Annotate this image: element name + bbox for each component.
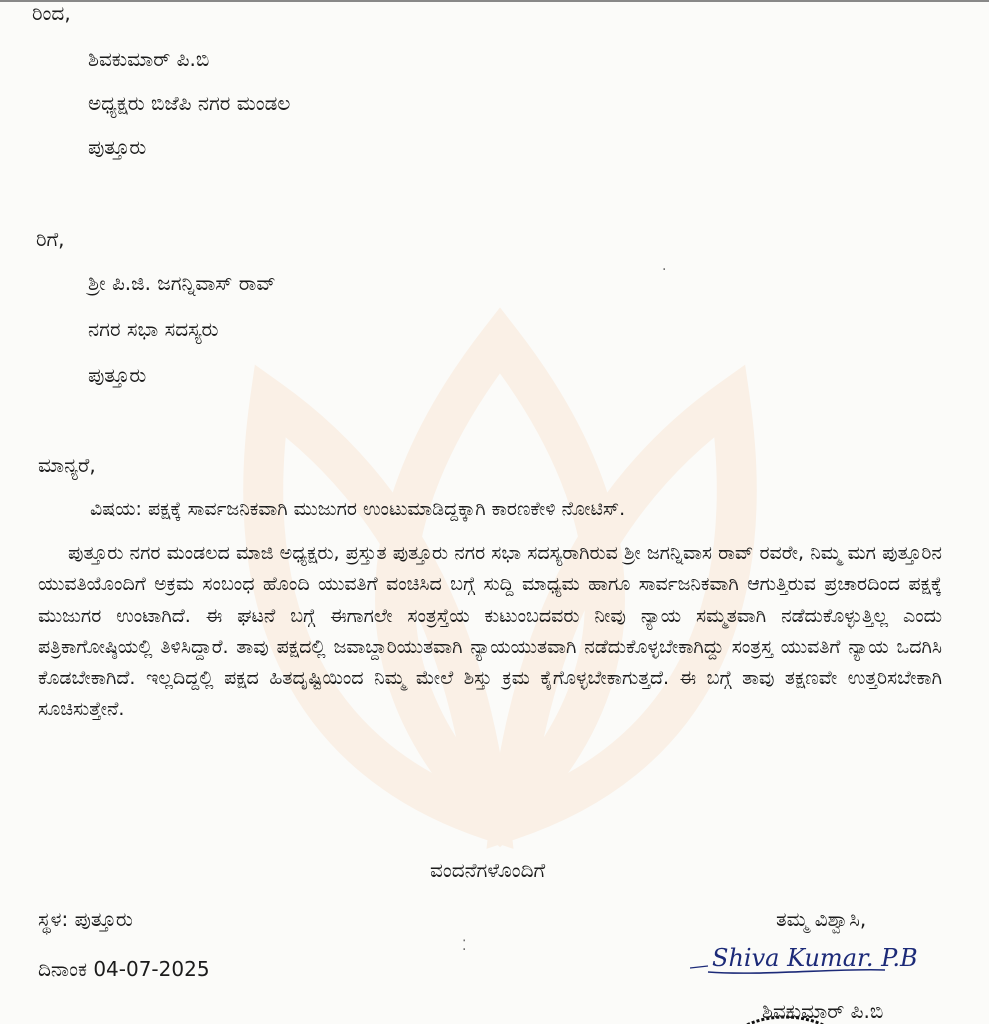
from-salutation: ರಿಂದ,	[32, 1, 71, 25]
speck-mark: ⁚	[462, 938, 467, 954]
to-name: ಶ್ರೀ ಪಿ.ಜಿ. ಜಗನ್ನಿವಾಸ್ ರಾವ್	[88, 271, 276, 295]
from-place: ಪುತ್ತೂರು	[88, 135, 147, 159]
yours-faithfully: ತಮ್ಮ ವಿಶ್ವಾಸಿ,	[776, 907, 867, 931]
place-label: ಸ್ಥಳ: ಪುತ್ತೂರು	[38, 907, 133, 931]
subject-line: ವಿಷಯ: ಪಕ್ಷಕ್ಕೆ ಸಾರ್ವಜನಿಕವಾಗಿ ಮುಜುಗರ ಉಂಟುಮಾಡಿದ್ದಕ್ಕಾಗಿ ಕಾರಣಕೇಳಿ ನೋಟಿಸ್.	[90, 498, 626, 520]
speck-mark: ·	[662, 262, 667, 278]
to-salutation: ರಿಗೆ,	[36, 227, 65, 251]
signature-text: Shiva Kumar. P.B	[712, 944, 918, 972]
handwritten-signature	[690, 932, 940, 982]
from-name: ಶಿವಕುಮಾರ್ ಪಿ.ಬಿ	[88, 47, 210, 71]
closing: ವಂದನೆಗಳೊಂದಿಗೆ	[430, 858, 546, 882]
body-paragraph: ಪುತ್ತೂರು ನಗರ ಮಂಡಲದ ಮಾಜಿ ಅಧ್ಯಕ್ಷರು, ಪ್ರಸ್ತುತ ಪುತ್ತೂರು ನಗರ ಸಭಾ ಸದಸ್ಯರಾಗಿರುವ ಶ್ರೀ ಜಗನ್ನಿವಾಸ ರಾವ್ ರವರೇ, ನಿಮ್ಮ ಮಗ ಪುತ್ತೂರಿನ ಯುವತಿಯೊಂದಿಗೆ ಅಕ್ರಮ ಸಂಬಂಧ ಹೊಂದಿ ಯುವತಿಗೆ ವಂಚಿಸಿದ ಬಗ್ಗೆ ಸುದ್ದಿ ಮಾಧ್ಯಮ ಹಾಗೂ ಸಾರ್ವಜನಿಕವಾಗಿ ಆಗುತ್ತಿರುವ ಪ್ರಚಾರದಿಂದ ಪಕ್ಷಕ್ಕೆ ಮುಜುಗರ ಉಂಟಾಗಿದೆ. ಈ ಘಟನೆ ಬಗ್ಗೆ ಈಗಾಗಲೇ ಸಂತ್ರಸ್ತೆಯ ಕುಟುಂಬದವರು ನೀವು ನ್ಯಾಯ ಸಮ್ಮತವಾಗಿ ನಡೆದುಕೊಳ್ಳುತ್ತಿಲ್ಲ ಎಂದು ಪತ್ರಿಕಾಗೋಷ್ಠಿಯಲ್ಲಿ ತಿಳಿಸಿದ್ದಾರೆ. ತಾವು ಪಕ್ಷದಲ್ಲಿ ಜವಾಬ್ದಾರಿಯುತವಾಗಿ ನ್ಯಾಯಯುತವಾಗಿ ನಡೆದುಕೊಳ್ಳಬೇಕಾಗಿದ್ದು ಸಂತ್ರಸ್ತ ಯುವತಿಗೆ ನ್ಯಾಯ ಒದಗಿಸಿ ಕೊಡಬೇಕಾಗಿದೆ. ಇಲ್ಲದಿದ್ದಲ್ಲಿ ಪಕ್ಷದ ಹಿತದೃಷ್ಟಿಯಿಂದ ನಿಮ್ಮ ಮೇಲೆ ಶಿಸ್ತು ಕ್ರಮ ಕೈಗೊಳ್ಳಬೇಕಾಗುತ್ತದೆ. ಈ ಬಗ್ಗೆ ತಾವು ತಕ್ಷಣವೇ ಉತ್ತರಿಸಬೇಕಾಗಿ ಸೂಚಿಸುತ್ತೇನೆ.	[38, 542, 942, 721]
from-designation: ಅಧ್ಯಕ್ಷರು ಬಿಜೆಪಿ ನಗರ ಮಂಡಲ	[88, 91, 291, 115]
date-label: ದಿನಾಂಕ 04-07-2025	[38, 957, 210, 981]
top-edge-line	[0, 0, 989, 2]
to-designation: ನಗರ ಸಭಾ ಸದಸ್ಯರು	[88, 317, 219, 341]
signatory-name: ಶಿವಕುಮಾರ್ ಪಿ.ಬಿ	[762, 999, 884, 1023]
greeting: ಮಾನ್ಯರೆ,	[38, 453, 96, 477]
to-place: ಪುತ್ತೂರು	[88, 363, 147, 387]
